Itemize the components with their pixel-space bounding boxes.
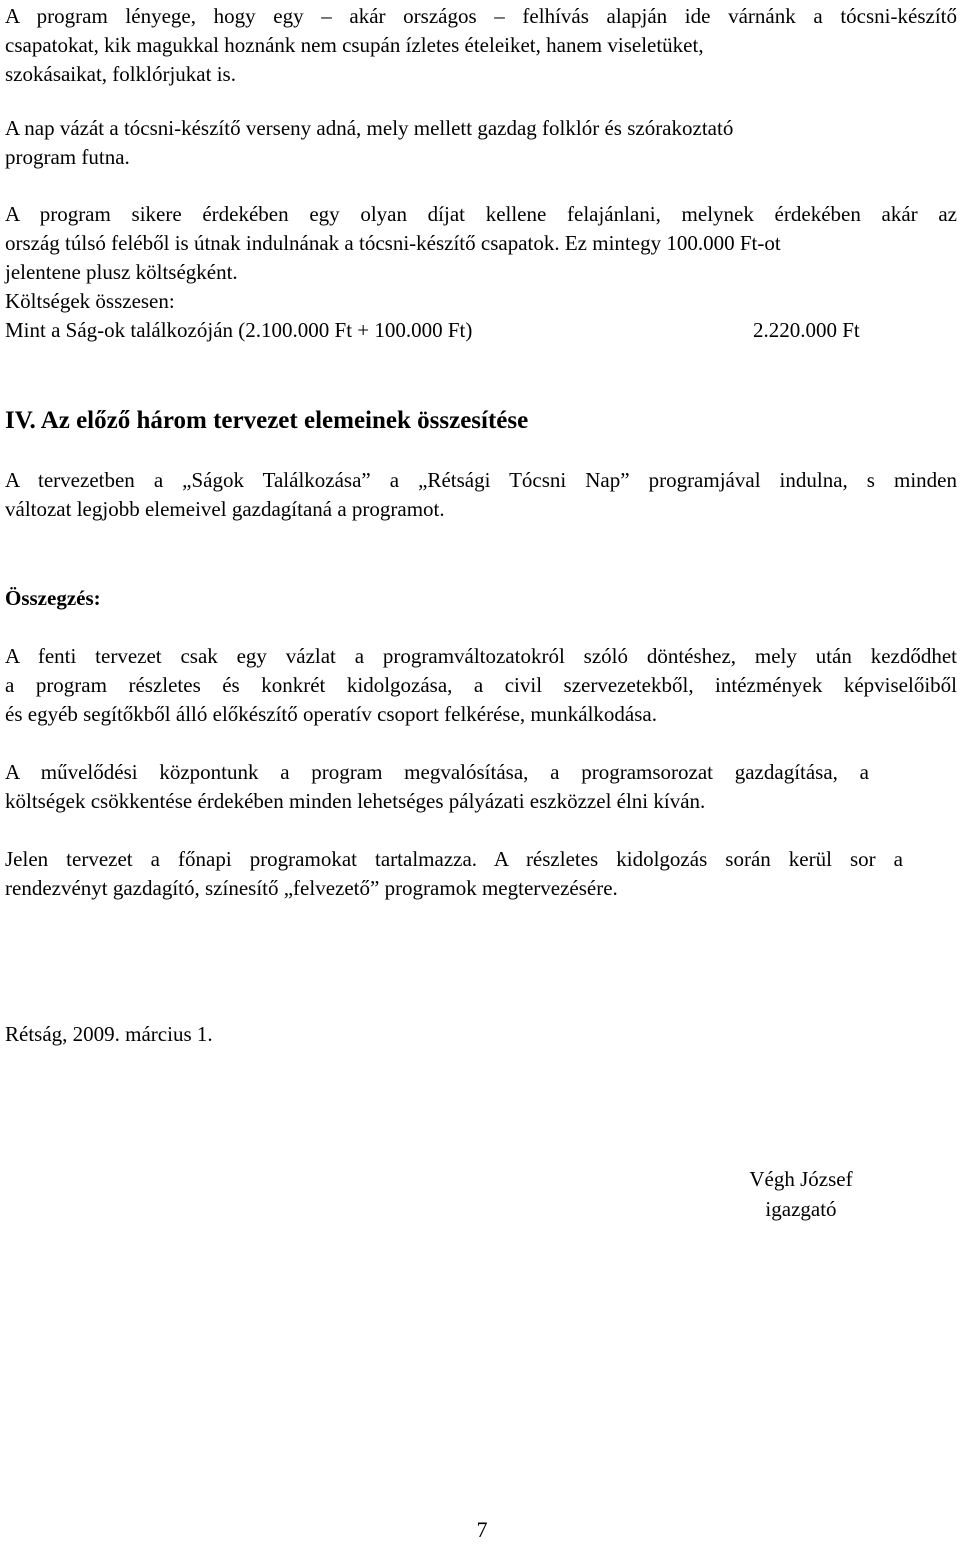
section-iv-heading: [5, 406, 528, 436]
summary-paragraph-2: [5, 758, 957, 816]
page-number: 7: [476, 1517, 488, 1542]
summary-paragraph-3: [5, 845, 957, 903]
text-line: költségek csökkentése érdekében minden lehetséges pályázati eszközzel élni kíván.: [5, 789, 706, 813]
text-line: A nap vázát a tócsni-készítő verseny adná, mely mellett gazdag folklór és szórakoztató: [5, 116, 734, 140]
costs-label-text: Költségek összesen:: [5, 289, 175, 313]
place-date: [5, 1020, 957, 1049]
costs-amount: 2.220.000 Ft: [753, 318, 860, 342]
text-line: csapatokat, kik magukkal hoznánk nem csupán ízletes ételeiket, hanem viseletüket,: [5, 33, 704, 57]
text-line: ország túlsó feléből is útnak indulnának a tócsni-készítő csapatok. Ez mintegy 100.000 Ft-ot: [5, 231, 781, 255]
text-line: és egyéb segítőkből álló előkészítő operatív csoport felkérése, munkálkodása.: [5, 702, 657, 726]
costs-label: [5, 287, 957, 316]
text-line: A program lényege, hogy egy – akár országos – felhívás alapján ide várnánk a tócsni-készítő: [5, 4, 957, 28]
text-line: A fenti tervezet csak egy vázlat a programváltozatokról szóló döntéshez, mely után kezdődhet: [5, 644, 957, 668]
costs-row: [5, 316, 957, 345]
section-title: Az előző három tervezet elemeinek összesítése: [40, 407, 529, 434]
text-line: a program részletes és konkrét kidolgozása, a civil szervezetekből, intézmények képviselőiből: [5, 673, 957, 697]
intro-paragraph: [5, 2, 957, 89]
signature-title: igazgató: [765, 1197, 837, 1221]
text-line: rendezvényt gazdagító, színesítő „felvezető” programok megtervezésére.: [5, 876, 618, 900]
text-line: A program sikere érdekében egy olyan díjat kellene felajánlani, melynek érdekében akár az: [5, 202, 957, 226]
summary-title: Összegzés:: [5, 586, 101, 610]
text-line: A tervezetben a „Ságok Találkozása” a „Rétsági Tócsni Nap” programjával indulna, s minden: [5, 468, 957, 492]
text-line: változat legjobb elemeivel gazdagítaná a programot.: [5, 497, 445, 521]
place-date-text: Rétság, 2009. március 1.: [5, 1022, 213, 1046]
costs-item: Mint a Ság-ok találkozóján (2.100.000 Ft + 100.000 Ft): [5, 318, 473, 342]
summary-paragraph-1: [5, 642, 957, 729]
section-number: IV.: [5, 407, 36, 434]
text-line: A művelődési központunk a program megvalósítása, a programsorozat gazdagítása, a: [5, 760, 869, 784]
competition-paragraph: [5, 114, 957, 172]
signature-name: Végh József: [749, 1167, 853, 1191]
section-iv-paragraph: [5, 466, 957, 524]
text-line: Jelen tervezet a főnapi programokat tartalmazza. A részletes kidolgozás során kerül sor a: [5, 847, 903, 871]
prize-paragraph: [5, 200, 957, 287]
text-line: szokásaikat, folklórjukat is.: [5, 62, 236, 86]
text-line: program futna.: [5, 145, 130, 169]
text-line: jelentene plusz költségként.: [5, 260, 238, 284]
